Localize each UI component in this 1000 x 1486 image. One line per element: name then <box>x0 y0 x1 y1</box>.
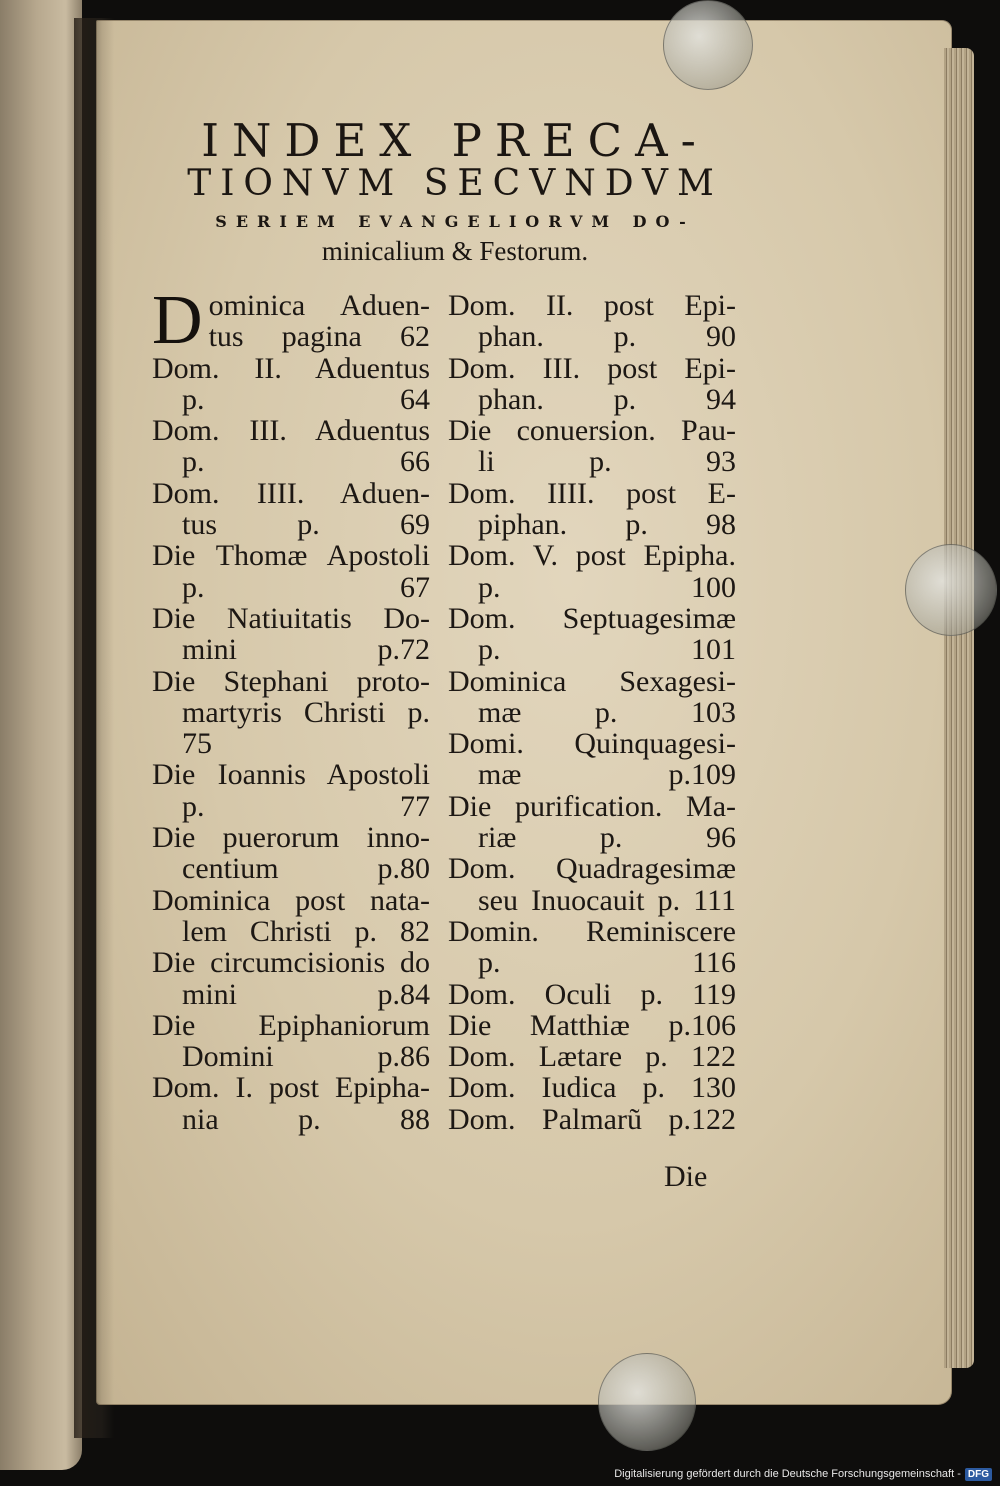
index-entry <box>448 1010 736 1041</box>
index-entry <box>448 916 736 979</box>
index-entry <box>448 603 736 666</box>
index-entry-line: phan. p. 90 <box>478 320 736 354</box>
index-entry <box>448 1072 736 1103</box>
index-entry-line: piphan. p. 98 <box>478 508 736 542</box>
index-entry-line: mini p.84 <box>182 977 430 1011</box>
index-entry-line: Dom. V. post Epipha. <box>448 539 736 573</box>
index-entry-line: Domi. Quinquagesi- <box>448 727 736 761</box>
index-entry-line: p. 116 <box>478 946 736 980</box>
index-entry-line: Die Ioannis Apostoli <box>152 758 430 792</box>
index-entry-line: Die Natiuitatis Do- <box>152 601 430 635</box>
index-entry-line: lem Christi p. 82 <box>182 914 430 948</box>
index-entry-line: Die Matthiæ p.106 <box>448 1008 736 1042</box>
index-entry-line: Dom. Lætare p. 122 <box>448 1040 736 1074</box>
index-entry <box>448 478 736 541</box>
index-entry-line: 75 <box>182 727 212 761</box>
index-entry-line: p. 66 <box>182 445 430 479</box>
index-entry-line: Die Stephani proto- <box>152 664 430 698</box>
glass-clip-top <box>663 0 753 90</box>
index-entry <box>448 728 736 791</box>
index-entry-line: p. 100 <box>478 570 736 604</box>
index-entry-line: Dom. II. post Epi- <box>448 289 736 322</box>
index-entry-line: Dom. Iudica p. 130 <box>448 1071 736 1105</box>
catchword: Die <box>664 1160 708 1193</box>
index-entry <box>152 947 430 1010</box>
index-entry <box>448 415 736 478</box>
index-column-left <box>152 282 430 1136</box>
index-entry-line: Die conuersion. Pau- <box>448 414 736 448</box>
index-entry-line: Dom. III. Aduentus <box>152 414 430 448</box>
index-entry-line: seu Inuocauit p. 111 <box>478 883 736 917</box>
index-entry-line: Dom. IIII. post E- <box>448 476 736 510</box>
index-entry-line: Dom. II. Aduentus <box>152 351 430 385</box>
glass-clip-bottom <box>598 1353 696 1451</box>
page-edges <box>944 48 974 1368</box>
index-entry-line: nia p. 88 <box>182 1102 430 1136</box>
glass-clip-right <box>905 544 997 636</box>
index-column-right <box>448 290 736 1135</box>
drop-cap: D <box>152 282 203 359</box>
index-entry <box>448 666 736 729</box>
index-entry <box>152 885 430 948</box>
index-entry-line: Dom. IIII. Aduen- <box>152 476 430 510</box>
index-entry-line: Dom. Palmarũ p.122 <box>448 1102 736 1136</box>
index-entry <box>448 540 736 603</box>
index-entry <box>448 1041 736 1072</box>
index-entry <box>448 791 736 854</box>
index-entry-line: Die puerorum inno- <box>152 821 430 855</box>
index-entry <box>152 1072 430 1135</box>
index-entry-line: p. 67 <box>182 570 430 604</box>
index-entry-line: riæ p. 96 <box>478 821 736 855</box>
index-entry-line: mæ p.109 <box>478 758 736 792</box>
index-entry-line: Dom. Quadragesimæ <box>448 852 736 886</box>
index-entry <box>448 853 736 916</box>
index-entry-line: tus pagina 62 <box>208 320 430 354</box>
index-entry-line: Die Thomæ Apostoli <box>152 539 430 573</box>
book-gutter <box>74 18 114 1438</box>
title-line-4: minicalium & Festorum. <box>321 236 589 266</box>
index-entry <box>152 282 430 359</box>
index-entry <box>448 979 736 1010</box>
index-entry <box>448 353 736 416</box>
index-entry <box>152 666 430 760</box>
index-entry-line: tus p. 69 <box>182 508 430 542</box>
index-entry-line: Domini p.86 <box>182 1040 430 1074</box>
left-page-edge <box>0 0 82 1470</box>
index-entry-line: Dom. Septuagesimæ <box>448 601 736 635</box>
index-entry-line: phan. p. 94 <box>478 382 736 416</box>
index-entry-line: Domin. Reminiscere <box>448 914 736 948</box>
title-line-1: INDEX PRECA- <box>201 114 709 167</box>
dfg-logo: DFG <box>965 1468 992 1481</box>
index-entry <box>152 540 430 603</box>
index-entry-line: centium p.80 <box>182 852 430 886</box>
index-entry-line: Dom. Oculi p. 119 <box>448 977 736 1011</box>
index-entry <box>152 1010 430 1073</box>
index-entry-line: mæ p. 103 <box>478 695 736 729</box>
index-entry-line: martyris Christi p. <box>182 695 430 729</box>
index-entry-line: Dom. III. post Epi- <box>448 351 736 385</box>
index-entry <box>152 415 430 478</box>
footer-text: Digitalisierung gefördert durch die Deutsche Forschungsgemeinschaft - <box>614 1468 961 1480</box>
footer-credit <box>614 1466 992 1482</box>
index-entry-line: Die Epiphaniorum <box>152 1008 430 1042</box>
index-entry <box>152 353 430 416</box>
index-entry <box>448 290 736 353</box>
index-entry <box>448 1104 736 1135</box>
title-line-3: SERIEM EVANGELIORVM DO- <box>215 212 695 231</box>
index-entry-line: li p. 93 <box>478 445 736 479</box>
index-entry <box>152 759 430 822</box>
index-entry-line: p. 77 <box>182 789 430 823</box>
index-entry <box>152 822 430 885</box>
index-entry-line: ominica Aduen- <box>208 289 430 322</box>
index-entry-line: Dom. I. post Epipha- <box>152 1071 430 1105</box>
index-entry-line: Die circumcisionis do <box>152 946 430 980</box>
index-entry <box>152 603 430 666</box>
index-entry-line: Die purification. Ma- <box>448 789 736 823</box>
title-line-2: TIONVM SECVNDVM <box>187 163 723 204</box>
index-entry <box>152 478 430 541</box>
index-entry-line: mini p.72 <box>182 633 430 667</box>
index-entry-line: Dominica post nata- <box>152 883 430 917</box>
index-entry-line: p. 101 <box>478 633 736 667</box>
index-entry-line: Dominica Sexagesi- <box>448 664 736 698</box>
index-entry-line: p. 64 <box>182 382 430 416</box>
